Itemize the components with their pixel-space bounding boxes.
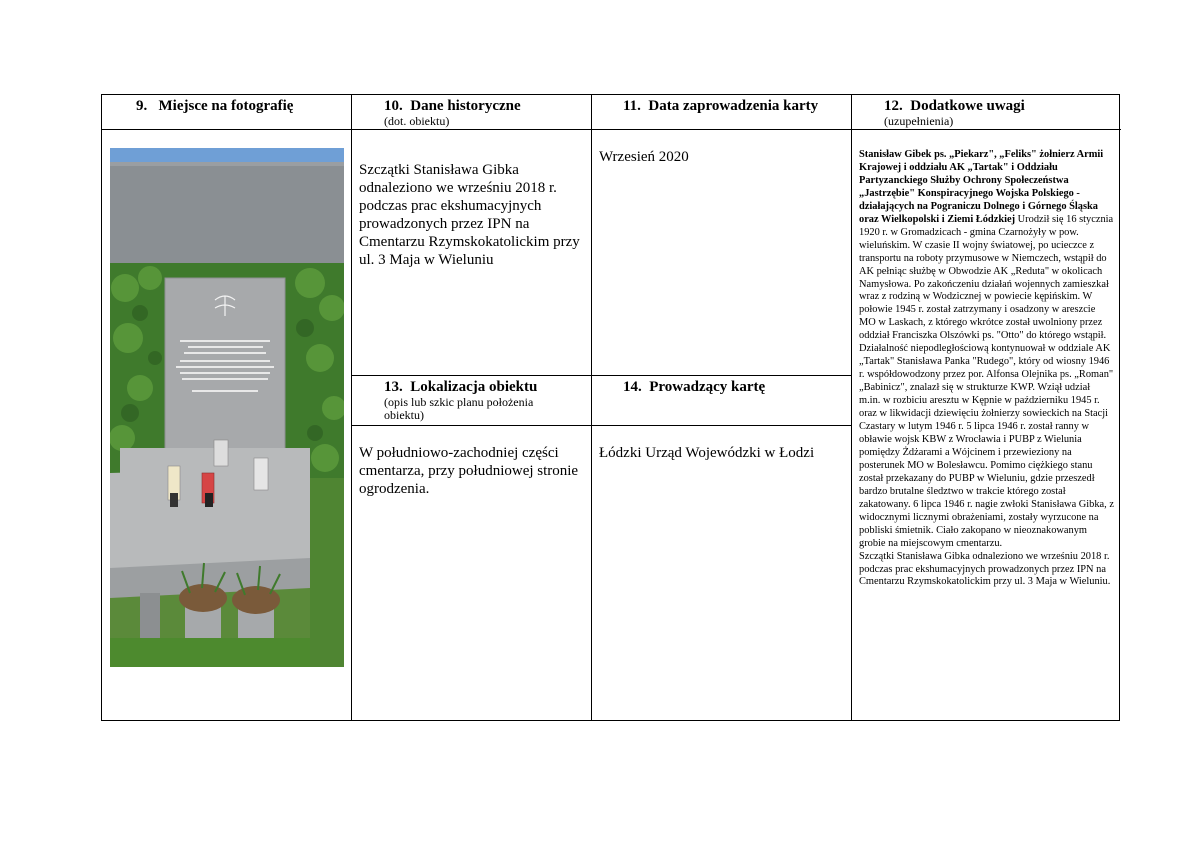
header-additional-notes: 12. Dodatkowe uwagi (uzupełnienia) xyxy=(884,97,1114,128)
middle-row-divider xyxy=(351,375,851,376)
column-divider-2 xyxy=(591,95,592,720)
column-divider-3 xyxy=(851,95,852,720)
header-photo-place: 9. Miejsce na fotografię xyxy=(136,98,294,114)
card-keeper-text: Łódzki Urząd Wojewódzki w Łodzi xyxy=(599,445,815,461)
header-card-keeper: 14. Prowadzący kartę xyxy=(623,379,766,395)
notes-closing: Szczątki Stanisława Gibka odnaleziono we wrześniu 2018 r. podczas prac ekshumacyjnych prowadzonych przez IPN na Cmentarzu Rzymskokatolickim przy ul. 3 Maja w Wieluniu. xyxy=(859,550,1111,588)
additional-notes-text xyxy=(859,149,1114,589)
header-location: 13. Lokalizacja obiektu (opis lub szkic planu położenia obiektu) xyxy=(384,378,589,422)
column-divider-1 xyxy=(351,95,352,720)
header-row-divider xyxy=(102,129,1121,130)
notes-body: Urodził się 16 stycznia 1920 r. w Gromadzicach - gmina Czarnożyły w pow. wieluńskim. W czasie II wojny światowej, po ucieczce z transportu na roboty przymusowe w Niemczech, wstąpił do AK pełniąc służbę w Obwodzie AK „Reduta" w okolicach Namysłowa. Po zakończeniu działań wojennych zamieszkał wraz z rodziną w Wodzicznej w powiecie kępińskim. W połowie 1945 r. został zatrzymany i osadzony w areszcie MO w Laskach, z którego wkrótce został uwolniony przez oddział Franciszka Olszówki ps. "Otto" do którego wstąpił. Działalność niepodległościową kontynuował w oddziale AK „Tartak" Stanisława Panka "Rudego", który od wiosny 1946 r. współdowodzony przez por. Alfonsa Olejnika ps. „Roman" „Babinicz", znalazł się w strukturze KWP. Wziął udział m.in. w rozbiciu aresztu w Kępnie w październiku 1945 r. oraz w likwidacji dziewięciu żołnierzy sowieckich na Stacji Czastary w lutym 1946 r. 5 lipca 1946 r. został ranny w obławie wojsk KBW z Wrocławia i PUBP z Wielunia pomiędzy Żdżarami a Wójcinem i przewieziony na posterunek MO w Bolesławcu. Pomimo ciężkiego stanu został przekazany do PUBP w Wieluniu, gdzie przeszedł bardzo brutalne śledztwo w trakcie którego został zakatowany. 6 lipca 1946 r. nagie zwłoki Stanisława Gibka, z widocznymi licznymi obrażeniami, zostały wyrzucone na pobliski śmietnik. Ciało zakopano w nieoznakowanym grobie na miejscowym cmentarzu. xyxy=(859,213,1114,549)
header-historical-data: 10. Dane historyczne (dot. obiektu) xyxy=(384,97,584,128)
header-location-sub: (opis lub szkic planu położenia obiektu) xyxy=(384,395,534,422)
card-date-text: Wrzesień 2020 xyxy=(599,149,689,165)
header-additional-notes-sub: (uzupełnienia) xyxy=(884,114,954,128)
header-card-date: 11. Data zaprowadzenia karty xyxy=(623,98,819,114)
historical-data-text: Szczątki Stanisława Gibka odnaleziono we wrześniu 2018 r. podczas prac ekshumacyjnych prowadzonych przez IPN na Cmentarzu Rzymskokatolickim przy ul. 3 Maja w Wieluniu xyxy=(359,162,580,268)
lower-header-divider xyxy=(351,425,851,426)
header-historical-data-sub: (dot. obiektu) xyxy=(384,114,450,128)
notes-bold-intro: Stanisław Gibek ps. „Piekarz", „Feliks" żołnierz Armii Krajowej i oddziału AK „Tartak" i Oddziału Partyzanckiego Służby Ochrony Społeczeństwa „Jastrzębie" Konspiracyjnego Wojska Polskiego - działających na Pograniczu Dolnego i Górnego Śląska oraz Wielkopolski i Ziemi Łódzkiej xyxy=(859,149,1104,225)
grave-photograph xyxy=(110,148,344,667)
memorial-card-table xyxy=(101,94,1120,721)
location-text: W południowo-zachodniej części cmentarza, przy południowej stronie ogrodzenia. xyxy=(359,445,579,497)
